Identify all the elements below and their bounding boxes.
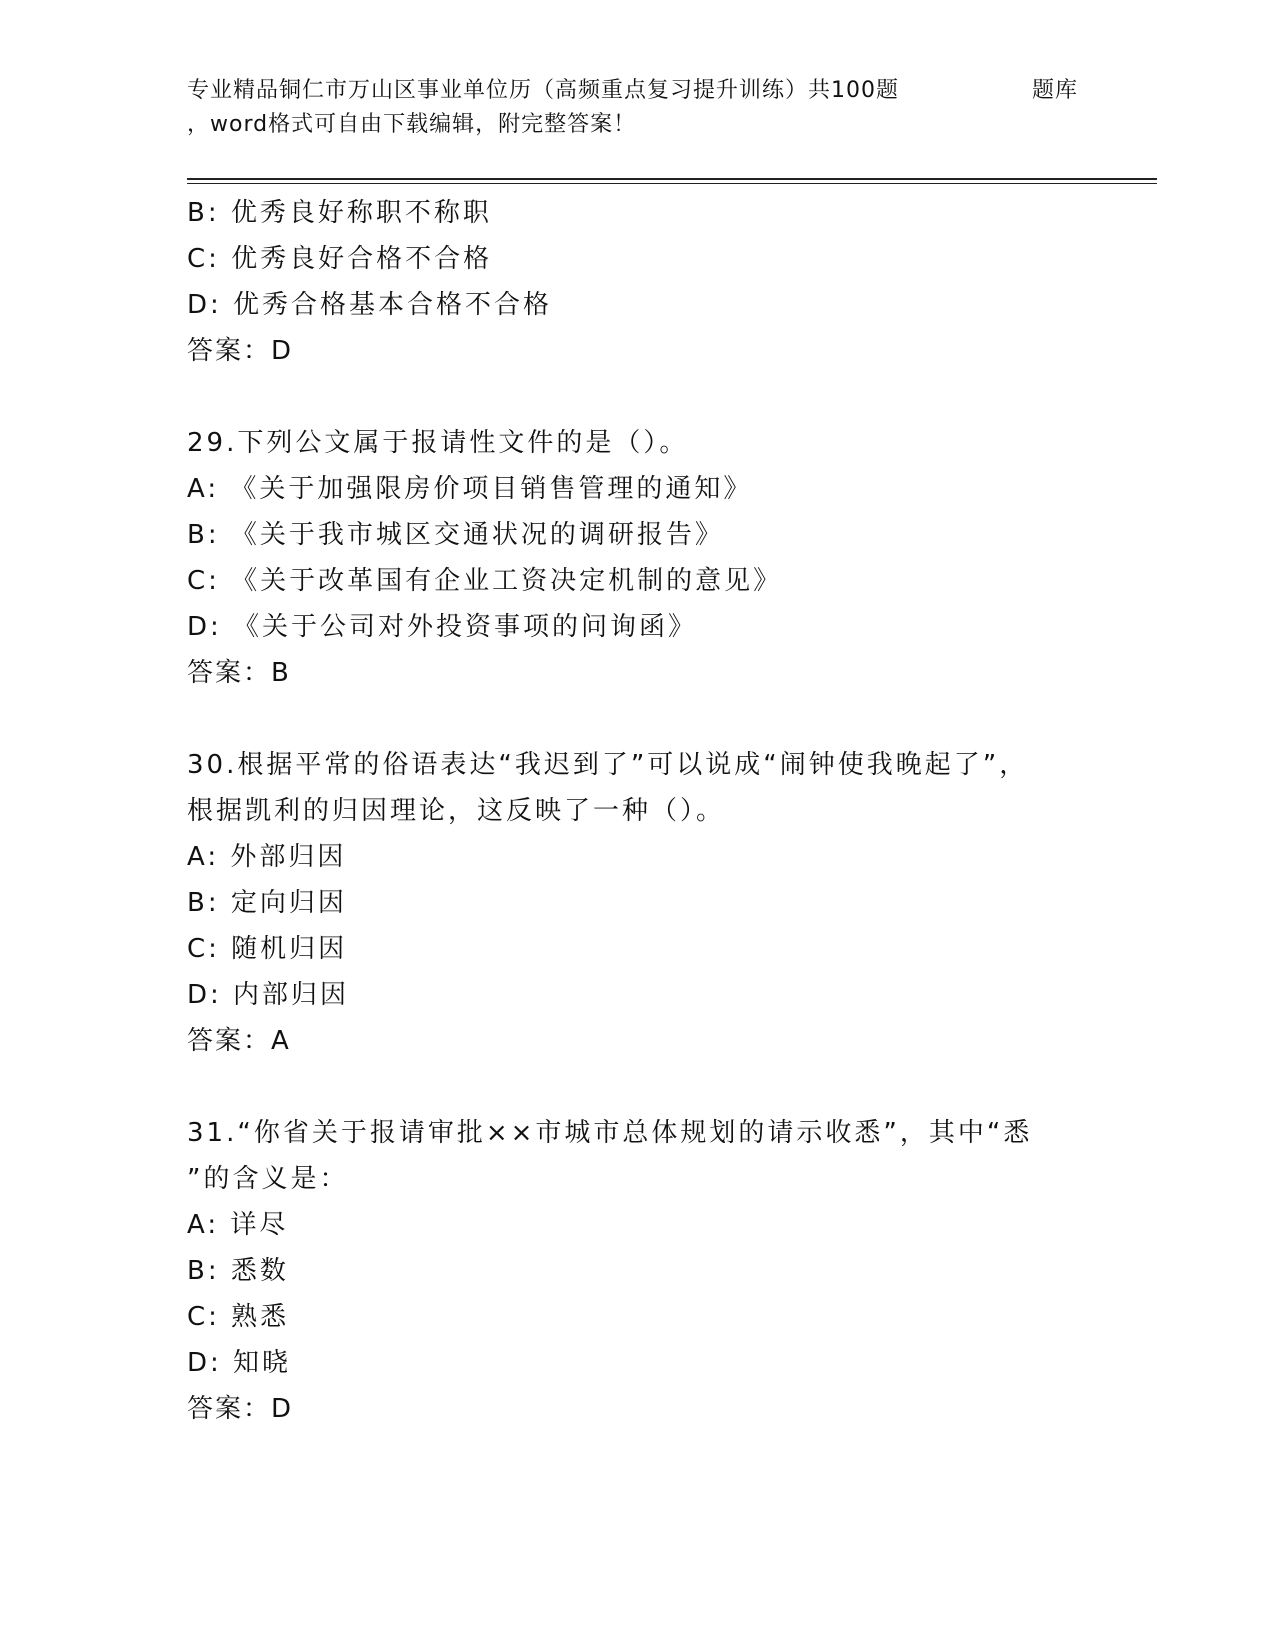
option-c: C: 随机归因 — [187, 934, 348, 964]
option-c: C: 熟悉 — [187, 1302, 290, 1332]
question-29 — [187, 420, 1087, 696]
option-a: A: 外部归因 — [187, 842, 347, 872]
answer: 答案：A — [187, 1026, 291, 1056]
option-a: A: 详尽 — [187, 1210, 289, 1240]
option-d: D: 《关于公司对外投资事项的问询函》 — [187, 612, 698, 642]
question-stem-line-1: 30.根据平常的俗语表达“我迟到了”可以说成“闹钟使我晚起了”， — [187, 750, 1029, 780]
document-header — [187, 74, 1157, 142]
question-30 — [187, 742, 1087, 1064]
spacer — [187, 1064, 1087, 1110]
spacer — [187, 374, 1087, 420]
question-stem: 29.下列公文属于报请性文件的是（）。 — [187, 428, 689, 458]
option-b: B: 优秀良好称职不称职 — [187, 198, 492, 228]
answer: 答案：D — [187, 336, 294, 366]
header-tag: 题库 — [1032, 78, 1079, 103]
header-title-line-1 — [187, 74, 1157, 108]
option-d: D: 优秀合格基本合格不合格 — [187, 290, 553, 320]
question-stem-line-1: 31.“你省关于报请审批××市城市总体规划的请示收悉”，其中“悉 — [187, 1118, 1033, 1148]
header-divider — [187, 178, 1157, 180]
question-31 — [187, 1110, 1087, 1432]
question-content — [187, 190, 1087, 1432]
option-a: A: 《关于加强限房价项目销售管理的通知》 — [187, 474, 753, 504]
option-b: B: 《关于我市城区交通状况的调研报告》 — [187, 520, 724, 550]
question-stem-line-2: ”的含义是： — [187, 1164, 349, 1194]
option-d: D: 知晓 — [187, 1348, 292, 1378]
question-28-partial — [187, 190, 1087, 374]
option-b: B: 定向归因 — [187, 888, 347, 918]
option-b: B: 悉数 — [187, 1256, 289, 1286]
header-divider-thin — [187, 183, 1157, 184]
header-title-line-2: ，word格式可自由下载编辑，附完整答案！ — [187, 112, 637, 137]
answer: 答案：B — [187, 658, 291, 688]
option-c: C: 《关于改革国有企业工资决定机制的意见》 — [187, 566, 783, 596]
question-stem-line-2: 根据凯利的归因理论，这反映了一种（）。 — [187, 796, 726, 826]
spacer — [187, 696, 1087, 742]
option-c: C: 优秀良好合格不合格 — [187, 244, 493, 274]
option-d: D: 内部归因 — [187, 980, 350, 1010]
header-title: 专业精品铜仁市万山区事业单位历（高频重点复习提升训练）共100题 — [187, 78, 899, 103]
answer: 答案：D — [187, 1394, 294, 1424]
